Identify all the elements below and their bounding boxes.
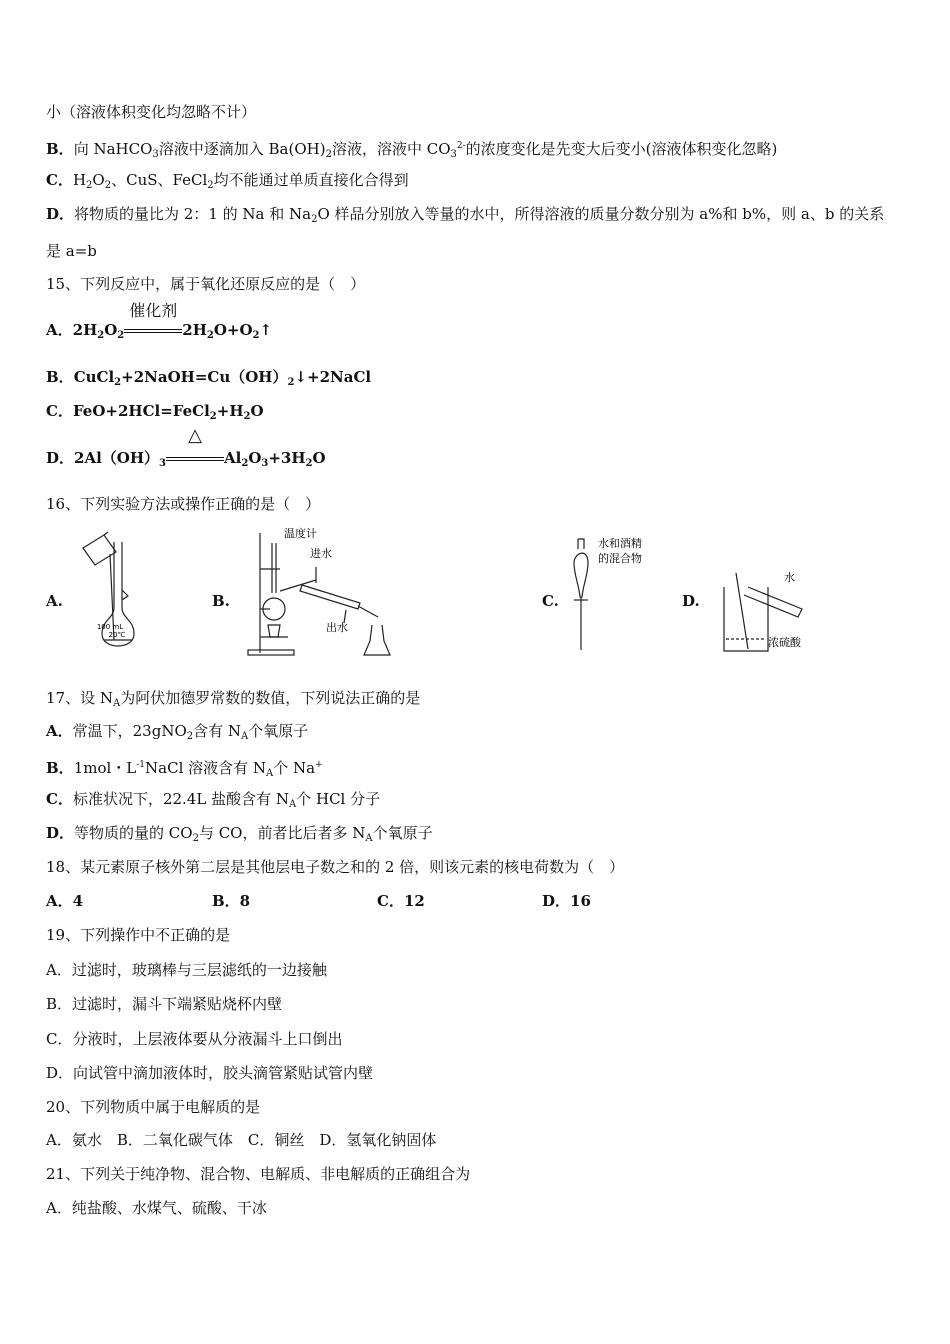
q16-label-a: A. — [46, 592, 63, 610]
thermometer-label: 温度计 — [284, 527, 317, 540]
q16-stem: 16、下列实验方法或操作正确的是（ ） — [46, 495, 321, 513]
q18-option-b: B．8 — [212, 892, 251, 910]
flask-temperature-label: 20℃ — [108, 631, 126, 639]
q18-option-c: C．12 — [377, 892, 425, 910]
water-out-label: 出水 — [326, 621, 348, 634]
q14-option-d-continuation: 是 a=b — [46, 242, 97, 260]
water-label: 水 — [784, 571, 795, 584]
water-in-label: 进水 — [310, 547, 332, 560]
figure-volumetric-flask — [70, 530, 150, 658]
q14-option-c: C．$H_2O_2$、CuS、FeCl$_2$均不能通过单质直接化合得到 — [46, 171, 409, 191]
reaction-condition-heat: △ — [166, 449, 224, 469]
q14-option-d: D．将物质的量比为 2：1 的 Na 和 $Na_2O$ 样品分别放入等量的水中，所得溶液的质量分数分别为 a%和 b%，则 a、b 的关系 — [46, 205, 885, 225]
q18-option-a: A．4 — [46, 892, 84, 910]
q15-option-d: D．$2Al(OH)_3$ △ $Al_2O_3+3H_2O$ — [46, 425, 326, 469]
q17-option-b: B．1mol・$L^{-1}NaCl$ 溶液含有 $N_A$个 Na+ — [46, 759, 323, 779]
q20-options: A．氨水 B．二氧化碳气体 C．铜丝 D．氢氧化钠固体 — [46, 1131, 437, 1149]
q19-option-c: C．分液时，上层液体要从分液漏斗上口倒出 — [46, 1030, 343, 1048]
q18-stem: 18、某元素原子核外第二层是其他层电子数之和的 2 倍，则该元素的核电荷数为（ ） — [46, 858, 625, 876]
figure-acid-dilution — [718, 565, 818, 657]
q15-stem: 15、下列反应中，属于氧化还原反应的是（ ） — [46, 275, 366, 293]
concentrated-sulfuric-acid-label: 浓硫酸 — [768, 636, 801, 649]
q20-stem: 20、下列物质中属于电解质的是 — [46, 1098, 261, 1116]
figure-separatory-funnel — [570, 535, 660, 657]
q17-stem: 17、设 $N_A$为阿伏加德罗常数的数值，下列说法正确的是 — [46, 689, 421, 709]
q15-option-a: A．$2H_2O_2$ 催化剂 $2H_2O+O_2↑$ — [46, 301, 273, 341]
q15-option-b: B．$CuCl_2+2NaOH=Cu(OH)_2↓+2NaCl$ — [46, 368, 372, 388]
q21-option-a: A．纯盐酸、水煤气、硫酸、干冰 — [46, 1199, 267, 1217]
q16-label-b: B. — [212, 592, 230, 610]
q19-stem: 19、下列操作中不正确的是 — [46, 926, 231, 944]
q18-option-d: D．16 — [542, 892, 591, 910]
q16-label-c: C. — [542, 592, 559, 610]
q17-option-a: A．常温下，23gNO$_2$含有 $N_A$个氧原子 — [46, 722, 309, 742]
q17-option-c: C．标准状况下，22.4L 盐酸含有 $N_A$个 HCl 分子 — [46, 790, 381, 810]
figure-distillation-apparatus — [240, 525, 410, 660]
q17-option-d: D．等物质的量的 $CO_2$与 CO，前者比后者多 $N_A$个氧原子 — [46, 824, 433, 844]
q16-label-d: D. — [682, 592, 700, 610]
q14-continuation: 小（溶液体积变化均忽略不计） — [46, 103, 257, 121]
q19-option-d: D．向试管中滴加液体时，胶头滴管紧贴试管内壁 — [46, 1064, 374, 1082]
reaction-condition-catalyst: 催化剂 — [124, 321, 182, 341]
q19-option-b: B．过滤时，漏斗下端紧贴烧杯内壁 — [46, 995, 283, 1013]
q15-option-c: C．$FeO+2HCl=FeCl_2+H_2O$ — [46, 402, 264, 422]
mixture-label-line2: 的混合物 — [598, 552, 642, 565]
q19-option-a: A．过滤时，玻璃棒与三层滤纸的一边接触 — [46, 961, 327, 979]
mixture-label-line1: 水和酒精 — [598, 537, 642, 550]
q14-option-b: B．向 NaHCO$_3$溶液中逐滴加入 $Ba(OH)_2$溶液，溶液中 $CO_3^{2-}$的浓度变化是先变大后变小(溶液体积变化忽略) — [46, 140, 778, 160]
flask-volume-label: 100 mL — [96, 623, 124, 631]
q21-stem: 21、下列关于纯净物、混合物、电解质、非电解质的正确组合为 — [46, 1165, 471, 1183]
